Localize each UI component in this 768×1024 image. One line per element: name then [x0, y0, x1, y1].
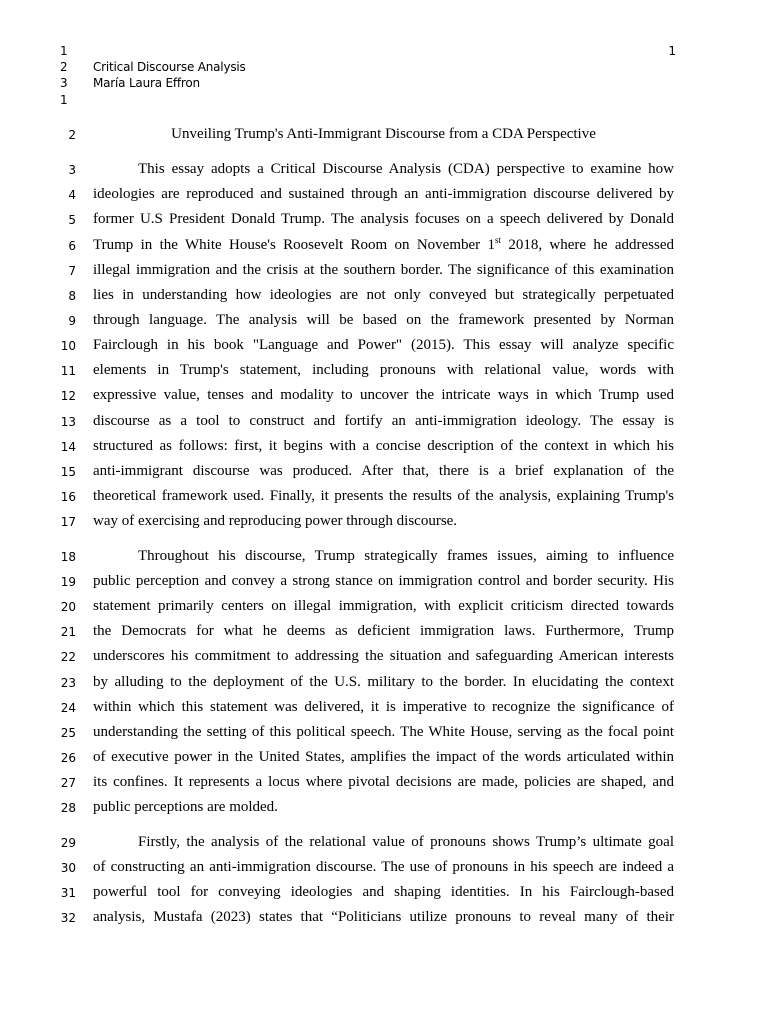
text-line	[0, 546, 768, 571]
line-number: 30	[60, 861, 76, 875]
line-text: public perceptions are molded.	[93, 799, 278, 816]
line-number: 17	[60, 515, 76, 530]
line-number: 29	[60, 835, 76, 850]
text-line	[0, 436, 768, 461]
line-number: 8	[68, 288, 76, 303]
line-number: 1	[60, 93, 68, 107]
text-line	[0, 260, 768, 285]
text-line	[0, 235, 768, 260]
line-number: 9	[68, 313, 76, 328]
text-line	[0, 461, 768, 486]
line-number: 12	[60, 389, 76, 404]
line-number: 3	[60, 76, 68, 90]
line-number: 16	[60, 489, 76, 504]
line-number: 7	[68, 263, 76, 278]
ordinal-superscript: st	[494, 234, 501, 245]
line-text: anti-immigrant discourse was produced. After that, there is a brief explanation of the	[93, 462, 674, 479]
line-number: 14	[60, 439, 76, 454]
line-text: powerful tool for conveying ideologies and shaping identities. In his Fairclough-based	[93, 884, 674, 901]
essay-title: Unveiling Trump's Anti-Immigrant Discourse from a CDA Perspective	[171, 126, 596, 142]
line-text: the Democrats for what he deems as deficient immigration laws. Furthermore, Trump	[93, 623, 674, 640]
text-line	[0, 360, 768, 385]
text-line	[0, 832, 768, 857]
line-number: 23	[60, 675, 76, 690]
header-line	[0, 44, 400, 60]
line-number: 26	[60, 750, 76, 765]
text-line	[0, 385, 768, 410]
author-name: María Laura Effron	[93, 76, 200, 90]
line-text: underscores his commitment to addressing the situation and safeguarding American interests	[93, 648, 674, 665]
line-text: discourse as a tool to construct and fortify an anti-immigration ideology. The essay is	[93, 412, 674, 429]
text-line	[0, 511, 768, 536]
line-text: This essay adopts a Critical Discourse Analysis (CDA) perspective to examine how	[138, 161, 674, 177]
line-text: structured as follows: first, it begins with a concise description of the context in which his	[93, 437, 674, 454]
text-line	[0, 159, 768, 184]
text-line	[0, 672, 768, 697]
text-line	[0, 411, 768, 436]
text-line	[0, 857, 768, 882]
text-line	[0, 621, 768, 646]
text-line	[0, 335, 768, 360]
line-text: Throughout his discourse, Trump strategically frames issues, aiming to influence	[138, 547, 674, 564]
line-text: understanding the setting of this political speech. The White House, serving as the focal point	[93, 723, 674, 740]
line-number: 4	[68, 188, 76, 203]
text-line	[0, 596, 768, 621]
line-text: lies in understanding how ideologies are not only conveyed but strategically perpetuated	[93, 286, 674, 303]
line-number: 3	[68, 163, 76, 177]
text-line	[0, 882, 768, 907]
line-number: 18	[60, 549, 76, 564]
line-text	[93, 234, 674, 254]
line-text: Fairclough in his book "Language and Power" (2015). This essay will analyze specific	[93, 337, 674, 353]
line-number: 31	[60, 886, 76, 901]
line-text: ideologies are reproduced and sustained through an anti-immigration discourse delivered by	[93, 186, 674, 203]
text-line	[0, 486, 768, 511]
text-line	[0, 184, 768, 209]
text-line	[0, 310, 768, 335]
line-text: through language. The analysis will be based on the framework presented by Norman	[93, 311, 674, 328]
line-text: its confines. It represents a locus where pivotal decisions are made, policies are shaped, and	[93, 774, 674, 791]
line-number: 25	[60, 725, 76, 740]
line-number: 10	[60, 339, 76, 353]
line-number: 2	[68, 128, 76, 142]
line-text: expressive value, tenses and modality to uncover the intricate ways in which Trump used	[93, 387, 674, 404]
line-number: 22	[60, 650, 76, 665]
header-line	[0, 76, 400, 92]
header-line	[0, 60, 400, 76]
text-line	[0, 722, 768, 747]
line-text-part: 2018, where he addressed	[500, 236, 674, 253]
line-text: of executive power in the United States, amplifies the impact of the words articulated within	[93, 748, 674, 765]
text-line	[0, 907, 768, 932]
line-text: public perception and convey a strong stance on immigration control and border security. His	[93, 572, 674, 589]
line-number: 13	[60, 414, 76, 429]
line-number: 20	[60, 600, 76, 614]
text-line	[0, 772, 768, 797]
text-line	[0, 285, 768, 310]
line-text: theoretical framework used. Finally, it presents the results of the analysis, explaining Trump's	[93, 487, 674, 504]
line-number: 32	[60, 911, 76, 926]
line-text: way of exercising and reproducing power through discourse.	[93, 513, 458, 530]
course-title: Critical Discourse Analysis	[93, 60, 246, 74]
page-number: 1	[668, 44, 676, 58]
line-text: analysis, Mustafa (2023) states that “Politicians utilize pronouns to reveal many of their	[93, 909, 674, 926]
line-number: 24	[60, 700, 76, 715]
text-line	[0, 646, 768, 671]
line-text-part: Trump in the White House's Roosevelt Room on November 1	[93, 236, 495, 253]
text-line	[0, 797, 768, 822]
header-line	[0, 93, 400, 109]
line-number: 2	[60, 60, 68, 74]
line-text: of constructing an anti-immigration discourse. The use of pronouns in his speech are indeed a	[93, 859, 674, 875]
line-text: former U.S President Donald Trump. The analysis focuses on a speech delivered by Donald	[93, 211, 674, 228]
line-number: 28	[60, 801, 76, 816]
line-number: 21	[60, 625, 76, 640]
line-number: 6	[68, 238, 76, 253]
line-number: 5	[68, 213, 76, 228]
line-text: illegal immigration and the crisis at the southern border. The significance of this examination	[93, 261, 674, 278]
text-line	[0, 571, 768, 596]
line-number: 11	[60, 364, 76, 379]
text-line	[0, 209, 768, 234]
text-line	[0, 697, 768, 722]
line-number: 1	[60, 44, 68, 58]
line-text: elements in Trump's statement, including pronouns with relational value, words with	[93, 362, 674, 379]
line-text: Firstly, the analysis of the relational value of pronouns shows Trump’s ultimate goal	[138, 833, 674, 850]
line-number: 19	[60, 574, 76, 589]
line-number: 27	[60, 776, 76, 791]
line-text: by alluding to the deployment of the U.S. military to the border. In elucidating the context	[93, 673, 674, 690]
text-line	[0, 747, 768, 772]
line-number: 15	[60, 464, 76, 479]
line-text: within which this statement was delivered, it is imperative to recognize the significance of	[93, 698, 674, 715]
title-line	[0, 124, 768, 149]
line-text: statement primarily centers on illegal immigration, with explicit criticism directed towards	[93, 598, 674, 614]
